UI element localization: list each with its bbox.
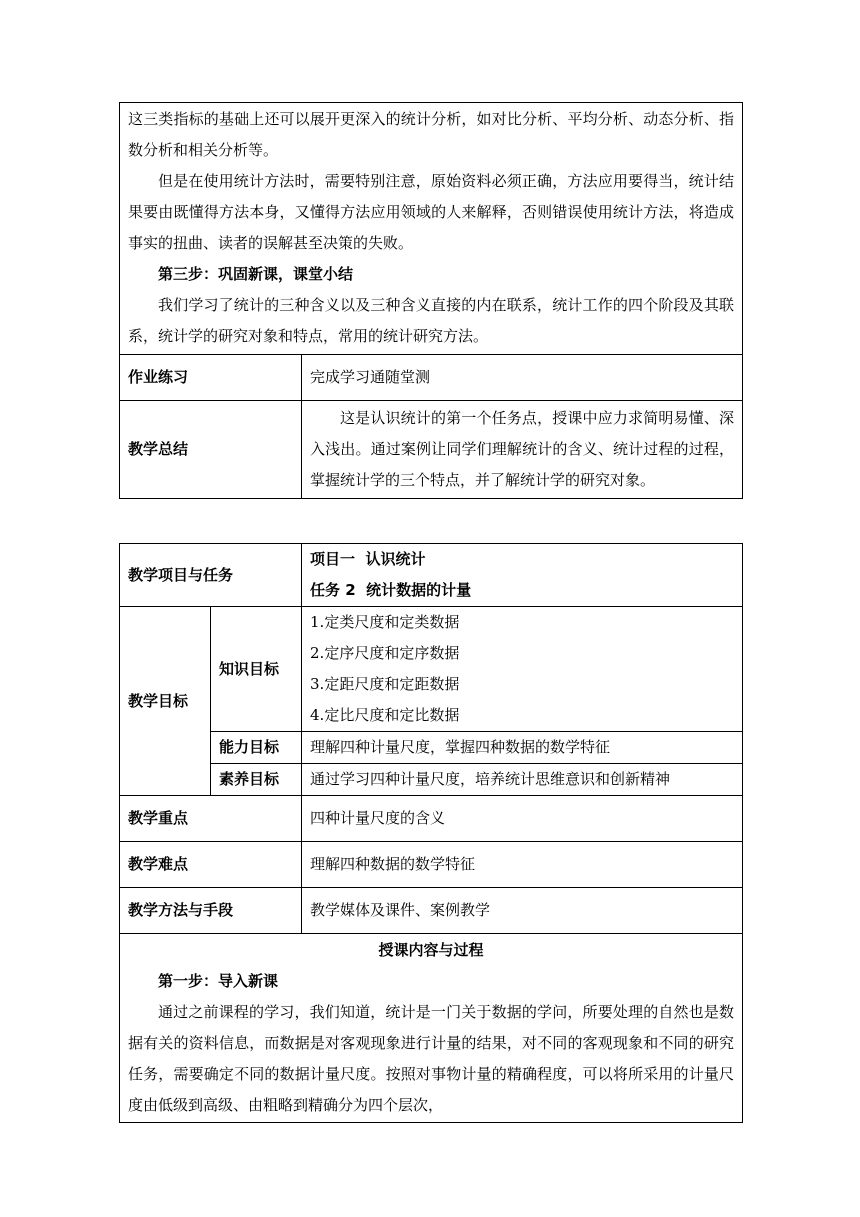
project-label: 教学项目与任务 [120,544,302,607]
method-value: 教学媒体及课件、案例教学 [302,888,743,934]
step1-text: 通过之前课程的学习，我们知道，统计是一门关于数据的学问，所要处理的自然也是数据有关的资料信息，而数据是对客观现象进行计量的结果，对不同的客观现象和不同的研究任务，需要确定不同的数据计量尺度。按照对事物计量的精确程度，可以将所采用的计量尺度由低级到高级、由粗略到精确分为四个层次， [128,1003,735,1114]
process-cell [120,934,743,1123]
homework-label: 作业练习 [120,355,302,401]
goals-label: 教学目标 [120,607,211,796]
content-paragraph-2: 但是在使用统计方法时，需要特别注意，原始资料必须正确，方法应用要得当，统计结果要由既懂得方法本身，又懂得方法应用领域的人来解释，否则错误使用统计方法，将造成事实的扭曲、读者的误解甚至决策的失败。 [128,172,735,252]
method-label: 教学方法与手段 [120,888,302,934]
step1-title: 第一步：导入新课 [158,972,279,990]
key-point-label: 教学重点 [120,796,302,842]
homework-value: 完成学习通随堂测 [302,355,743,401]
quality-value: 通过学习四种计量尺度，培养统计思维意识和创新精神 [302,764,743,796]
project-name: 项目一 认识统计 [310,550,426,568]
step3-title: 第三步：巩固新课，课堂小结 [158,265,354,283]
ability-label: 能力目标 [211,732,302,764]
lesson-table-1 [119,102,743,499]
process-heading: 授课内容与过程 [378,941,484,959]
project-value-cell [302,544,743,607]
lesson-table-2 [119,543,743,1123]
summary-value-cell [302,401,743,499]
difficulty-value: 理解四种数据的数学特征 [302,842,743,888]
step3-text: 我们学习了统计的三种含义以及三种含义直接的内在联系，统计工作的四个阶段及其联系，统计学的研究对象和特点，常用的统计研究方法。 [128,296,735,345]
summary-label: 教学总结 [120,401,302,499]
knowledge-item: 1.定类尺度和定类数据 [310,613,460,631]
knowledge-label: 知识目标 [211,607,302,732]
difficulty-label: 教学难点 [120,842,302,888]
key-point-value: 四种计量尺度的含义 [302,796,743,842]
summary-value: 这是认识统计的第一个任务点，授课中应力求简明易懂、深入浅出。通过案例让同学们理解统计的含义、统计过程的过程，掌握统计学的三个特点，并了解统计学的研究对象。 [310,409,735,489]
knowledge-item: 3.定距尺度和定距数据 [310,675,460,693]
knowledge-item: 4.定比尺度和定比数据 [310,706,460,724]
task-name: 任务 2 统计数据的计量 [310,581,472,599]
knowledge-item: 2.定序尺度和定序数据 [310,644,460,662]
quality-label: 素养目标 [211,764,302,796]
content-paragraph-1: 这三类指标的基础上还可以展开更深入的统计分析，如对比分析、平均分析、动态分析、指数分析和相关分析等。 [128,110,735,159]
content-cell [120,103,743,355]
knowledge-items [302,607,743,732]
ability-value: 理解四种计量尺度，掌握四种数据的数学特征 [302,732,743,764]
